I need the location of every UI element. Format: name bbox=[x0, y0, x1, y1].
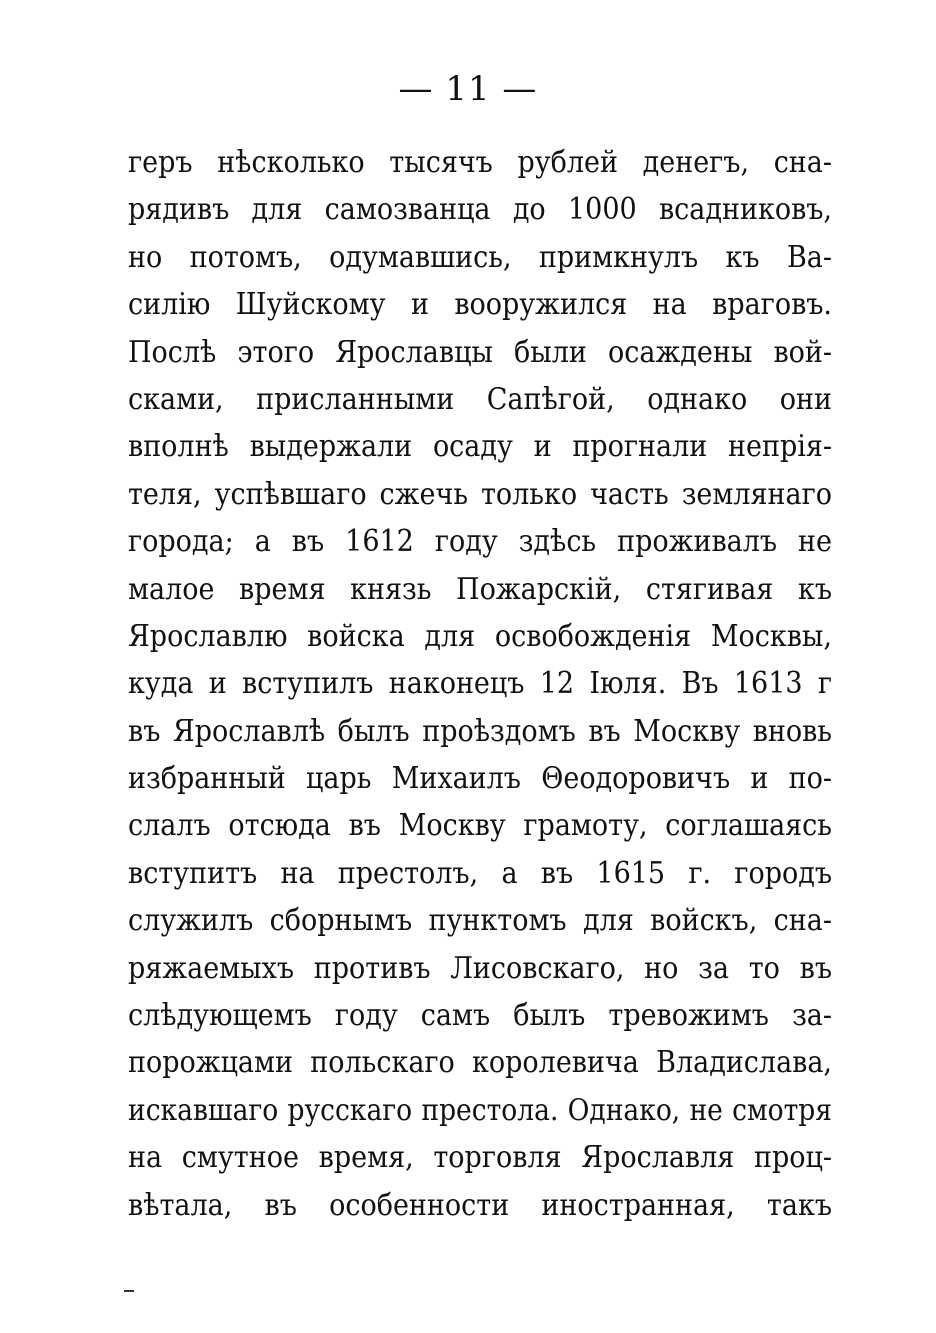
text-line: вполнѣ выдержали осаду и прогнали непрія- bbox=[128, 429, 832, 465]
text-line: силію Шуйскому и вооружился на враговъ. bbox=[128, 287, 832, 323]
text-line: сками, присланными Сапѣгой, однако они bbox=[128, 381, 832, 417]
text-line: геръ нѣсколько тысячъ рублей денегъ, сна- bbox=[128, 145, 832, 180]
body-text bbox=[128, 139, 832, 1229]
text-line: малое время князь Пожарскій, стягивая къ bbox=[128, 571, 832, 607]
text-line: ряжаемыхъ противъ Лисовскаго, но за то въ bbox=[128, 950, 832, 986]
page-number: — 11 — bbox=[398, 69, 538, 109]
text-line: слѣдующемъ году самъ былъ тревожимъ за- bbox=[128, 998, 832, 1034]
text-line: порожцами польскаго королевича Владислава, bbox=[128, 1045, 832, 1081]
text-line: рядивъ для самозванца до 1000 всадниковъ, bbox=[128, 192, 832, 228]
text-line: на смутное время, торговля Ярославля проц- bbox=[128, 1140, 832, 1176]
text-line: куда и вступилъ наконецъ 12 Іюля. Въ 1613 г bbox=[128, 666, 832, 702]
print-speck bbox=[124, 1290, 134, 1292]
text-line: искавшаго русскаго престола. Однако, не смотря bbox=[128, 1092, 832, 1127]
text-line: слалъ отсюда въ Москву грамоту, соглашаясь bbox=[128, 808, 832, 844]
text-line: вступитъ на престолъ, а въ 1615 г. городъ bbox=[128, 855, 832, 891]
text-line: Послѣ этого Ярославцы были осаждены вой- bbox=[128, 334, 832, 370]
text-line: Ярославлю войска для освобожденія Москвы, bbox=[128, 618, 832, 654]
text-line: избранный царь Михаилъ Θеодоровичъ и по- bbox=[128, 761, 832, 797]
text-line: въ Ярославлѣ былъ проѣздомъ въ Москву вновь bbox=[128, 713, 832, 749]
text-line: вѣтала, въ особенности иностранная, такъ bbox=[128, 1187, 832, 1223]
text-line: теля, успѣвшаго сжечь только часть землянаго bbox=[128, 476, 832, 512]
text-line: города; а въ 1612 году здѣсь проживалъ не bbox=[128, 524, 832, 560]
text-line: служилъ сборнымъ пунктомъ для войскъ, сна- bbox=[128, 903, 832, 939]
text-line: но потомъ, одумавшись, примкнулъ къ Ва- bbox=[128, 239, 832, 275]
